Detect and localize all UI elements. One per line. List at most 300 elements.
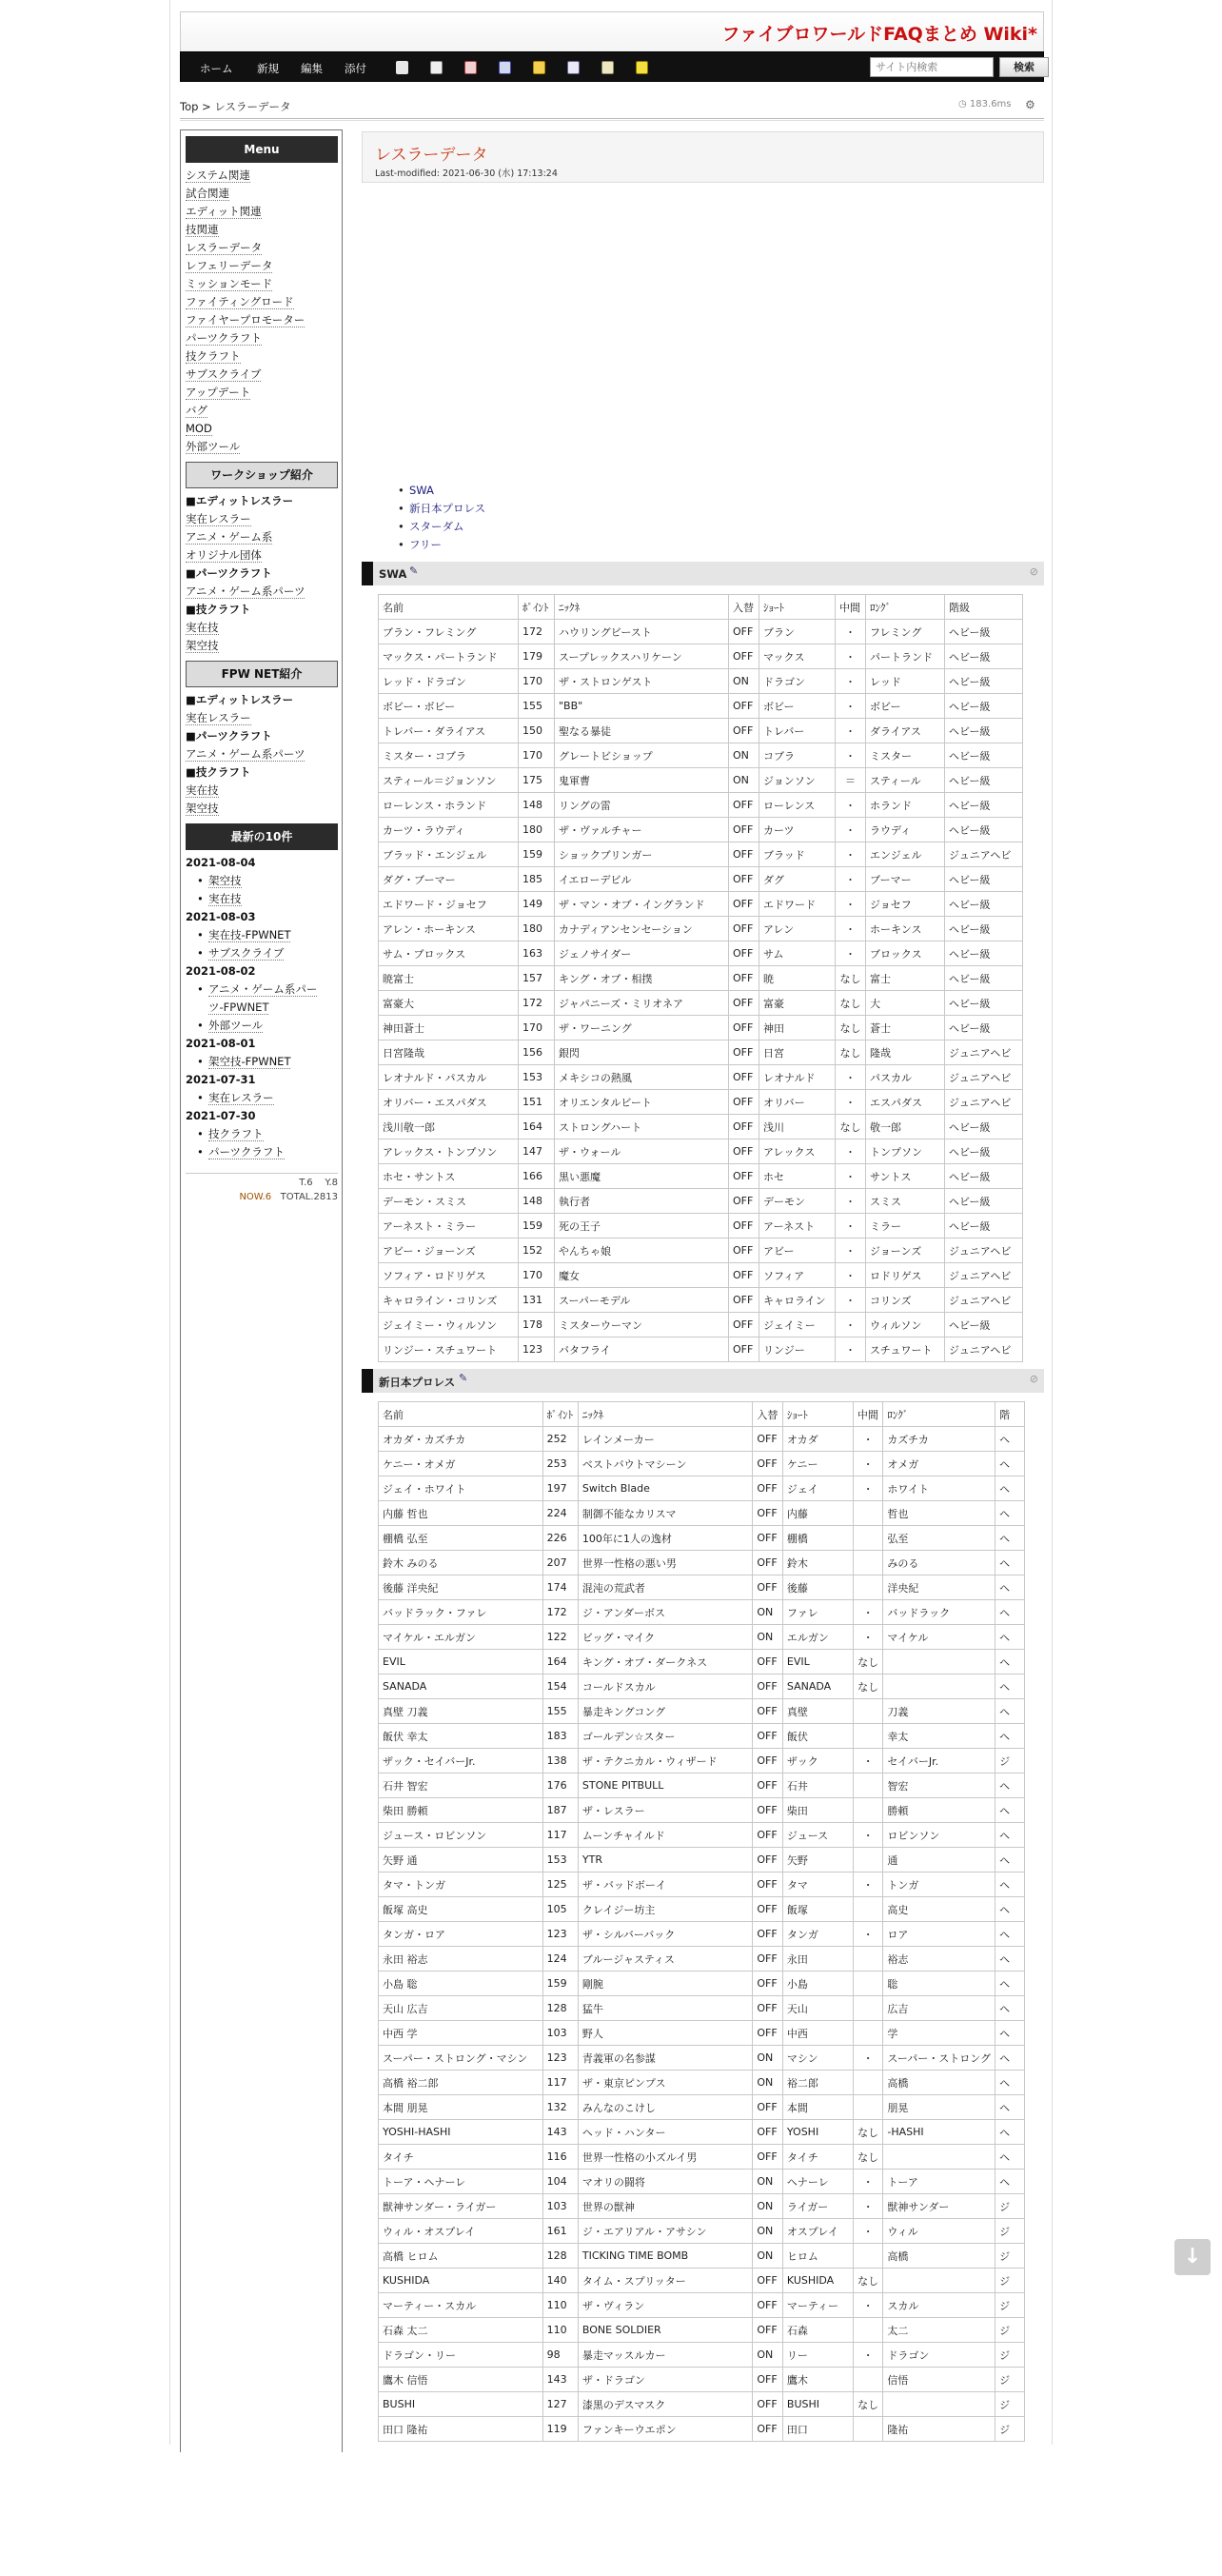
table-cell: 富豪	[759, 991, 836, 1016]
table-cell: 170	[519, 743, 555, 768]
table-cell: 大	[866, 991, 945, 1016]
table-cell: SANADA	[782, 1674, 853, 1699]
title-box	[362, 131, 1044, 183]
table-cell: ブラン	[759, 620, 836, 644]
table-cell: 本間 朋晃	[379, 2095, 543, 2120]
table-cell: メキシコの熱風	[555, 1065, 729, 1090]
column-header: ｼｮｰﾄ	[759, 595, 836, 620]
table-cell: アレン・ホーキンス	[379, 917, 519, 941]
table-row	[379, 991, 1023, 1016]
diff-icon[interactable]	[499, 61, 511, 74]
table-row	[379, 793, 1023, 818]
table-row	[379, 1996, 1025, 2021]
sidebar-link-label[interactable]: オリジナル団体	[186, 548, 262, 562]
sidebar-menu-item[interactable]	[186, 329, 342, 347]
sidebar-link-label[interactable]: 実在レスラー	[186, 512, 251, 525]
table-cell: ・	[836, 1288, 866, 1313]
table-cell: 170	[519, 669, 555, 694]
sidebar-link-label[interactable]: 実在レスラー	[186, 711, 251, 724]
table-cell: レオナルド・パスカル	[379, 1065, 519, 1090]
table-cell: ON	[753, 1625, 783, 1650]
search-button[interactable]: 検索	[999, 57, 1049, 77]
sidebar-menu-item[interactable]	[186, 366, 342, 384]
table-cell: 176	[542, 1773, 578, 1798]
recent-item[interactable]	[186, 981, 342, 999]
table-cell: OFF	[753, 1452, 783, 1476]
sidebar-link-label[interactable]: 実在技	[186, 783, 219, 797]
table-cell	[853, 1972, 883, 1996]
table-cell: ON	[729, 743, 759, 768]
table-cell: アーネスト・ミラー	[379, 1214, 519, 1238]
table-cell: 172	[519, 991, 555, 1016]
table-cell: レッド	[866, 669, 945, 694]
table-cell: タンガ	[782, 1922, 853, 1947]
nav-new[interactable]: 新規	[257, 62, 279, 75]
recent-item[interactable]	[186, 1143, 342, 1161]
table-cell: ミスター・コブラ	[379, 743, 519, 768]
recent-item-link[interactable]: 架空技	[208, 874, 242, 887]
sidebar-link-label[interactable]: アニメ・ゲーム系パーツ	[186, 747, 306, 761]
table-cell: ミラー	[866, 1214, 945, 1238]
swa-table	[378, 594, 1023, 1362]
table-cell: OFF	[729, 694, 759, 719]
table-cell: ・	[836, 1338, 866, 1362]
table-cell: エンジェル	[866, 842, 945, 867]
table-cell: EVIL	[379, 1650, 543, 1674]
table-cell: なし	[853, 1674, 883, 1699]
recent-item-link[interactable]: アニメ・ゲーム系パー	[208, 982, 318, 996]
table-cell: ドラゴン	[759, 669, 836, 694]
table-cell: 広吉	[883, 1996, 995, 2021]
sidebar-link[interactable]	[186, 528, 342, 546]
table-cell: 太二	[883, 2318, 995, 2343]
table-cell: OFF	[753, 2269, 783, 2293]
sidebar-menu-item[interactable]	[186, 438, 342, 456]
timing-value: 183.6ms	[969, 99, 1012, 109]
table-cell: ジ	[995, 2194, 1025, 2219]
table-cell: ・	[836, 892, 866, 917]
table-cell: アレックス	[759, 1139, 836, 1164]
recent-item-link[interactable]: パーツクラフト	[208, 1145, 285, 1159]
table-cell	[853, 2417, 883, 2442]
sidebar-menu-item[interactable]	[186, 402, 342, 420]
table-row	[379, 2194, 1025, 2219]
anchor-link-icon[interactable]: ⊘	[1029, 565, 1038, 578]
table-cell: 隆哉	[866, 1040, 945, 1065]
table-cell: 永田	[782, 1947, 853, 1972]
table-cell: ジュニアヘビ	[945, 1090, 1023, 1115]
nav-home[interactable]: ホーム	[200, 62, 233, 75]
sidebar-menu-label[interactable]: 外部ツール	[186, 440, 241, 453]
table-cell: 真壁 刀義	[379, 1699, 543, 1724]
table-cell: 神田	[759, 1016, 836, 1040]
table-cell: OFF	[753, 1972, 783, 1996]
table-cell: ヘビー級	[945, 991, 1023, 1016]
table-cell: 170	[519, 1016, 555, 1040]
table-cell: ファンキーウエポン	[578, 2417, 752, 2442]
sidebar-menu-label[interactable]: パーツクラフト	[186, 331, 262, 345]
table-cell: 石森	[782, 2318, 853, 2343]
recent-item-link[interactable]: 外部ツール	[208, 1019, 264, 1032]
table-cell: ・	[853, 1873, 883, 1897]
table-cell: ヘ	[995, 1452, 1025, 1476]
table-cell: ダライアス	[866, 719, 945, 743]
sidebar-link-label[interactable]: アニメ・ゲーム系	[186, 530, 273, 544]
sidebar-link[interactable]	[186, 546, 342, 565]
sidebar-menu-label[interactable]: アップデート	[186, 386, 251, 399]
table-cell: OFF	[729, 867, 759, 892]
table-cell: SANADA	[379, 1674, 543, 1699]
table-cell: ザ・ドラゴン	[578, 2368, 752, 2392]
sidebar-menu-label[interactable]: エディット関連	[186, 205, 262, 218]
table-cell: ブラン・フレミング	[379, 620, 519, 644]
table-cell: ジュニアヘビ	[945, 1338, 1023, 1362]
table-cell: ・	[853, 2194, 883, 2219]
workshop-heading: ワークショップ紹介	[186, 462, 338, 488]
table-cell	[853, 2318, 883, 2343]
sidebar-link-label[interactable]: アニメ・ゲーム系パーツ	[186, 585, 306, 598]
table-cell: 148	[519, 793, 555, 818]
recent-item-link[interactable]: 技クラフト	[208, 1127, 264, 1140]
sidebar-menu-label[interactable]: サブスクライブ	[186, 367, 262, 381]
table-cell	[883, 2145, 995, 2170]
table-cell: OFF	[753, 1699, 783, 1724]
table-cell: 矢野 通	[379, 1848, 543, 1873]
table-row	[379, 2368, 1025, 2392]
nav-edit[interactable]: 編集	[301, 62, 323, 75]
table-cell: OFF	[753, 1873, 783, 1897]
folder-icon[interactable]	[533, 61, 545, 74]
table-cell: 110	[542, 2318, 578, 2343]
sidebar-menu-item[interactable]	[186, 167, 342, 185]
table-cell: ON	[729, 669, 759, 694]
table-cell: OFF	[753, 1848, 783, 1873]
sidebar-menu-item[interactable]	[186, 384, 342, 402]
table-cell: ビッグ・マイク	[578, 1625, 752, 1650]
table-cell: なし	[836, 991, 866, 1016]
search-input[interactable]	[870, 57, 994, 77]
table-cell: ヘビー級	[945, 694, 1023, 719]
table-cell: ヘ	[995, 2145, 1025, 2170]
njpw-table-wrap	[378, 1401, 1025, 2576]
table-cell: ・	[836, 620, 866, 644]
table-row	[379, 2318, 1025, 2343]
sidebar-menu-label[interactable]: 技クラフト	[186, 349, 241, 363]
table-cell: OFF	[753, 2318, 783, 2343]
sidebar-menu-label[interactable]: レスラーデータ	[186, 241, 263, 254]
table-row	[379, 2170, 1025, 2194]
table-cell: ジュニアヘビ	[945, 842, 1023, 867]
help-icon[interactable]	[636, 61, 648, 74]
table-cell: OFF	[729, 1139, 759, 1164]
recent-item[interactable]	[186, 999, 342, 1017]
anchor-link-icon[interactable]: ⊘	[1029, 1373, 1038, 1385]
toc-item[interactable]	[405, 518, 485, 536]
table-cell: 黒い悪魔	[555, 1164, 729, 1189]
table-cell: "BB"	[555, 694, 729, 719]
table-cell: トンプソン	[866, 1139, 945, 1164]
njpw-table	[378, 1401, 1025, 2442]
sidebar-link-label[interactable]: 架空技	[186, 802, 219, 815]
sidebar-menu-label[interactable]: システム関連	[186, 168, 250, 182]
table-cell: ロア	[883, 1922, 995, 1947]
recent-item-link[interactable]: 実在技-FPWNET	[208, 928, 291, 941]
table-row	[379, 892, 1023, 917]
table-row	[379, 620, 1023, 644]
history-icon[interactable]	[601, 61, 614, 74]
table-cell: OFF	[753, 1427, 783, 1452]
sidebar-menu-label[interactable]: ミッションモード	[186, 277, 273, 290]
table-row	[379, 1164, 1023, 1189]
table-cell: ベストバウトマシーン	[578, 1452, 752, 1476]
table-row	[379, 768, 1023, 793]
table-cell: ミスターウーマン	[555, 1313, 729, 1338]
table-cell: 110	[542, 2293, 578, 2318]
table-cell: 高橋 ヒロム	[379, 2244, 543, 2269]
table-cell	[853, 1848, 883, 1873]
table-cell: ON	[753, 2244, 783, 2269]
table-cell: ヘ	[995, 1798, 1025, 1823]
table-cell: キング・オブ・相撲	[555, 966, 729, 991]
list-icon[interactable]	[567, 61, 580, 74]
table-cell: ヘ	[995, 1625, 1025, 1650]
table-cell: ハウリングビースト	[555, 620, 729, 644]
table-cell: ・	[853, 2046, 883, 2071]
table-cell: リンジー・スチュワート	[379, 1338, 519, 1362]
table-cell: ライガー	[782, 2194, 853, 2219]
table-cell: ・	[836, 1214, 866, 1238]
recent-item-link[interactable]: ツ-FPWNET	[208, 1001, 269, 1014]
sidebar-link[interactable]	[186, 782, 342, 800]
table-cell: 124	[542, 1947, 578, 1972]
table-cell: 180	[519, 917, 555, 941]
table-cell	[853, 1996, 883, 2021]
table-cell: 鬼軍曹	[555, 768, 729, 793]
sidebar-menu-label[interactable]: レフェリーデータ	[186, 259, 273, 272]
recent-item[interactable]	[186, 1053, 342, 1071]
sidebar-menu-label[interactable]: MOD	[186, 422, 212, 435]
table-cell: ジュニアヘビ	[945, 1065, 1023, 1090]
table-cell: 制御不能なカリスマ	[578, 1501, 752, 1526]
table-cell: カナディアンセンセーション	[555, 917, 729, 941]
recent-item-link[interactable]: 架空技-FPWNET	[208, 1055, 291, 1068]
table-cell: ・	[836, 818, 866, 842]
table-cell: 混沌の荒武者	[578, 1575, 752, 1600]
table-cell: 175	[519, 768, 555, 793]
document-icon[interactable]	[430, 61, 443, 74]
table-cell: ヘビー級	[945, 818, 1023, 842]
table-cell: 207	[542, 1551, 578, 1575]
toc-link-stardom[interactable]: スターダム	[409, 520, 464, 533]
table-cell: アビー	[759, 1238, 836, 1263]
table-cell: ヘビー級	[945, 1115, 1023, 1139]
sidebar-link[interactable]	[186, 709, 342, 727]
scroll-to-top-button[interactable]	[1174, 2239, 1211, 2275]
table-cell: OFF	[753, 1798, 783, 1823]
table-cell: ・	[836, 1065, 866, 1090]
recent-item[interactable]	[186, 1089, 342, 1107]
table-cell: OFF	[753, 1551, 783, 1575]
table-cell: 138	[542, 1749, 578, 1773]
table-cell: トレバー・ダライアス	[379, 719, 519, 743]
table-cell: YTR	[578, 1848, 752, 1873]
table-row	[379, 1040, 1023, 1065]
table-cell: OFF	[753, 1947, 783, 1972]
table-cell: エドワード	[759, 892, 836, 917]
table-cell: ファレ	[782, 1600, 853, 1625]
recent-item-link[interactable]: 実在レスラー	[208, 1091, 274, 1104]
table-cell: トーア	[883, 2170, 995, 2194]
table-cell: ケニー・オメガ	[379, 1452, 543, 1476]
column-header: 階	[995, 1402, 1025, 1427]
breadcrumb[interactable]: Top > レスラーデータ	[180, 100, 291, 113]
table-cell: ザ・レスラー	[578, 1798, 752, 1823]
table-cell: 学	[883, 2021, 995, 2046]
table-cell: 飯伏	[782, 1724, 853, 1749]
sidebar-menu-item[interactable]	[186, 185, 342, 203]
table-cell: ザック	[782, 1749, 853, 1773]
table-cell: スーパー・ストロング	[883, 2046, 995, 2071]
table-cell: ジュース・ロビンソン	[379, 1823, 543, 1848]
gear-icon[interactable]: ⚙	[1025, 98, 1035, 111]
sidebar-menu-item[interactable]	[186, 275, 342, 293]
toc-link-njpw[interactable]: 新日本プロレス	[409, 502, 486, 515]
sidebar-link[interactable]	[186, 619, 342, 637]
table-cell: 暴走マッスルカー	[578, 2343, 752, 2368]
table-cell: 143	[542, 2120, 578, 2145]
sidebar-link-label[interactable]: 架空技	[186, 639, 219, 652]
table-row	[379, 1600, 1025, 1625]
table-cell: ヘビー級	[945, 644, 1023, 669]
table-row	[379, 1674, 1025, 1699]
table-cell: ヘ	[995, 2095, 1025, 2120]
table-cell: OFF	[753, 2417, 783, 2442]
sidebar-menu-item[interactable]	[186, 293, 342, 311]
pencil-icon[interactable]: ✎	[459, 1372, 468, 1384]
sidebar-link[interactable]	[186, 583, 342, 601]
table-cell: キング・オブ・ダークネス	[578, 1650, 752, 1674]
recent-item[interactable]	[186, 1125, 342, 1143]
table-cell: 飯塚 高史	[379, 1897, 543, 1922]
table-cell: OFF	[753, 2392, 783, 2417]
sidebar-menu-label[interactable]: ファイティングロード	[186, 295, 294, 308]
sidebar-menu-item[interactable]	[186, 221, 342, 239]
table-cell: 鷹木 信悟	[379, 2368, 543, 2392]
table-cell: タイチ	[782, 2145, 853, 2170]
table-cell: 弘至	[883, 1526, 995, 1551]
page-icon[interactable]	[396, 61, 408, 74]
table-row	[379, 1452, 1025, 1476]
table-cell: 小島	[782, 1972, 853, 1996]
sidebar-link[interactable]	[186, 510, 342, 528]
table-cell: ザ・ヴィラン	[578, 2293, 752, 2318]
pencil-icon[interactable]: ✎	[409, 565, 419, 577]
sidebar-link[interactable]	[186, 745, 342, 763]
sidebar-menu-item[interactable]	[186, 203, 342, 221]
table-cell: ・	[836, 1164, 866, 1189]
recent-item[interactable]	[186, 926, 342, 944]
table-cell: ヘビー級	[945, 1189, 1023, 1214]
table-cell: 155	[519, 694, 555, 719]
sidebar-menu-label[interactable]: 試合関連	[186, 187, 229, 200]
table-cell: ヘ	[995, 1575, 1025, 1600]
table-cell: ・	[853, 1625, 883, 1650]
table-cell: OFF	[753, 2368, 783, 2392]
clock-icon: ◷	[958, 99, 967, 109]
recent-item[interactable]	[186, 1017, 342, 1035]
recent-item[interactable]	[186, 872, 342, 890]
sidebar-menu-label[interactable]: 技関連	[186, 223, 219, 236]
table-row	[379, 1848, 1025, 1873]
sidebar-menu-label[interactable]: ファイヤープロモーター	[186, 313, 306, 327]
column-header: ﾆｯｸﾈ	[555, 595, 729, 620]
site-title[interactable]: ファイブロワールドFAQまとめ Wiki*	[721, 24, 1037, 45]
nav-attach[interactable]: 添付	[345, 62, 366, 75]
table-cell	[853, 1575, 883, 1600]
table-cell: リングの雷	[555, 793, 729, 818]
toc-item[interactable]	[405, 482, 485, 500]
table-cell: マックス・パートランド	[379, 644, 519, 669]
table-cell: バッドラック	[883, 1600, 995, 1625]
table-cell: 石森 太二	[379, 2318, 543, 2343]
sidebar-menu-item[interactable]	[186, 311, 342, 329]
sidebar-menu-item[interactable]	[186, 239, 342, 257]
sidebar-menu-item[interactable]	[186, 420, 342, 438]
table-cell: OFF	[753, 2021, 783, 2046]
table-cell: 鷹木	[782, 2368, 853, 2392]
delete-page-icon[interactable]	[464, 61, 477, 74]
table-cell: マイケル・エルガン	[379, 1625, 543, 1650]
recent-item[interactable]	[186, 890, 342, 908]
table-cell: ヘ	[995, 1848, 1025, 1873]
table-cell: 小島 聡	[379, 1972, 543, 1996]
toc-item[interactable]	[405, 500, 485, 518]
table-cell: 魔女	[555, 1263, 729, 1288]
table-cell: ケニー	[782, 1452, 853, 1476]
table-cell: バタフライ	[555, 1338, 729, 1362]
toc-link-free[interactable]: フリー	[409, 538, 443, 551]
toc-link-swa[interactable]: SWA	[409, 484, 434, 497]
table-cell: アレックス・トンプソン	[379, 1139, 519, 1164]
table-cell: ・	[836, 1313, 866, 1338]
recent-item[interactable]	[186, 944, 342, 962]
sidebar-link[interactable]	[186, 800, 342, 818]
table-cell: キャロライン	[759, 1288, 836, 1313]
table-cell: KUSHIDA	[379, 2269, 543, 2293]
table-cell: タマ・トンガ	[379, 1873, 543, 1897]
table-cell: YOSHI	[782, 2120, 853, 2145]
table-row	[379, 669, 1023, 694]
table-row	[379, 1313, 1023, 1338]
table-cell: 166	[519, 1164, 555, 1189]
table-cell: 浅川	[759, 1115, 836, 1139]
toc-item[interactable]	[405, 536, 485, 554]
sidebar-menu-label[interactable]: バグ	[186, 404, 207, 417]
recent-item-link[interactable]: サブスクライブ	[208, 946, 285, 960]
table-cell: ザ・ヴァルチャー	[555, 818, 729, 842]
sidebar-menu-item[interactable]	[186, 347, 342, 366]
recent-item-link[interactable]: 実在技	[208, 892, 242, 905]
sidebar-menu-item[interactable]	[186, 257, 342, 275]
table-cell: -HASHI	[883, 2120, 995, 2145]
table-cell: OFF	[729, 1016, 759, 1040]
table-cell: 148	[519, 1189, 555, 1214]
table-cell: なし	[853, 2392, 883, 2417]
table-cell: OFF	[753, 2120, 783, 2145]
sidebar-link[interactable]	[186, 637, 342, 655]
sidebar-link-label[interactable]: 実在技	[186, 621, 219, 634]
table-row	[379, 694, 1023, 719]
